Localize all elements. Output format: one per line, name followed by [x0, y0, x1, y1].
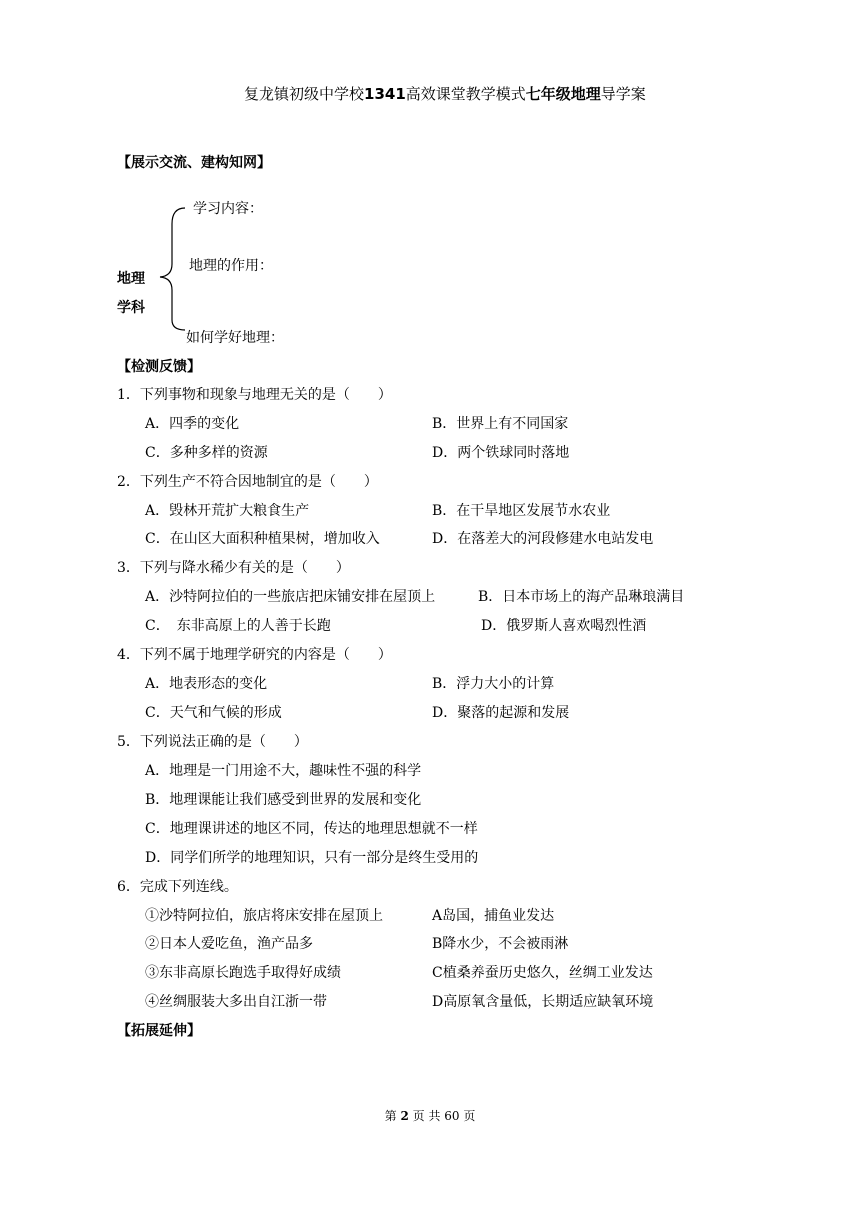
mindmap-root-line1: 地理: [117, 271, 145, 287]
header-type: 导学案: [600, 85, 646, 103]
match-right-item: A岛国，捕鱼业发达: [432, 908, 555, 924]
section-title-feedback: 【检测反馈】: [117, 359, 201, 375]
match-left-item: ②日本人爱吃鱼，渔产品多: [145, 936, 313, 952]
mindmap-branch-role: 地理的作用：: [189, 258, 273, 274]
mindmap-branch-method: 如何学好地理：: [186, 330, 284, 346]
header-subject: 七年级地理: [525, 85, 601, 103]
page-footer: [0, 1107, 860, 1124]
match-left-item: ①沙特阿拉伯，旅店将床安排在屋顶上: [145, 908, 383, 924]
option-c: C．地理课讲述的地区不同，传达的地理思想就不一样: [145, 821, 478, 837]
mindmap-root-line2: 学科: [117, 300, 145, 316]
option-a: A．毁林开荒扩大粮食生产: [145, 503, 310, 519]
footer-suffix: 页: [463, 1109, 476, 1123]
footer-prefix: 第: [384, 1109, 397, 1123]
option-a: A．沙特阿拉伯的一些旅店把床铺安排在屋顶上: [145, 589, 436, 605]
option-b: B．浮力大小的计算: [432, 676, 555, 692]
question-stem: 2．下列生产不符合因地制宜的是（ ）: [117, 474, 378, 490]
footer-middle: 页 共: [412, 1109, 441, 1123]
match-right-item: B降水少，不会被雨淋: [432, 936, 569, 952]
option-b: B．在干旱地区发展节水农业: [432, 503, 611, 519]
header-school: 复龙镇初级中学校: [244, 85, 365, 103]
question-stem: 4．下列不属于地理学研究的内容是（ ）: [117, 647, 392, 663]
question-stem: 1．下列事物和现象与地理无关的是（ ）: [117, 387, 392, 403]
option-c: C．多种多样的资源: [145, 445, 268, 461]
option-a: A．地理是一门用途不大，趣味性不强的科学: [145, 763, 422, 779]
match-left-item: ③东非高原长跑选手取得好成绩: [145, 965, 341, 981]
question-stem: 3．下列与降水稀少有关的是（ ）: [117, 560, 350, 576]
section-title-exhibit: 【展示交流、建构知网】: [117, 155, 271, 171]
option-a: A．地表形态的变化: [145, 676, 268, 692]
option-c: C．在山区大面积种植果树，增加收入: [145, 531, 380, 547]
option-d: D．两个铁球同时落地: [432, 445, 570, 461]
footer-total-pages: 60: [444, 1109, 460, 1123]
footer-page-number: 2: [400, 1109, 409, 1123]
question-stem: 6．完成下列连线。: [117, 879, 238, 895]
option-d: D．同学们所学的地理知识，只有一部分是终生受用的: [145, 850, 479, 866]
option-d: D．聚落的起源和发展: [432, 705, 570, 721]
match-right-item: D高原氧含量低，长期适应缺氧环境: [432, 994, 654, 1010]
option-c: C．天气和气候的形成: [145, 705, 282, 721]
option-a: A．四季的变化: [145, 416, 240, 432]
option-b: B．地理课能让我们感受到世界的发展和变化: [145, 792, 422, 808]
option-d: D．在落差大的河段修建水电站发电: [432, 531, 654, 547]
option-b: B．世界上有不同国家: [432, 416, 569, 432]
section-title-extend: 【拓展延伸】: [117, 1023, 201, 1039]
option-c: C． 东非高原上的人善于长跑: [145, 618, 331, 634]
document-header: [244, 83, 646, 104]
match-right-item: C植桑养蚕历史悠久，丝绸工业发达: [432, 965, 653, 981]
mindmap-branch-content: 学习内容：: [193, 201, 263, 217]
header-mode: 高效课堂教学模式: [405, 85, 526, 103]
option-b: B．日本市场上的海产品琳琅满目: [478, 589, 685, 605]
question-stem: 5．下列说法正确的是（ ）: [117, 734, 308, 750]
option-d: D．俄罗斯人喜欢喝烈性酒: [481, 618, 647, 634]
header-number: 1341: [364, 85, 406, 103]
match-left-item: ④丝绸服装大多出自江浙一带: [145, 994, 327, 1010]
